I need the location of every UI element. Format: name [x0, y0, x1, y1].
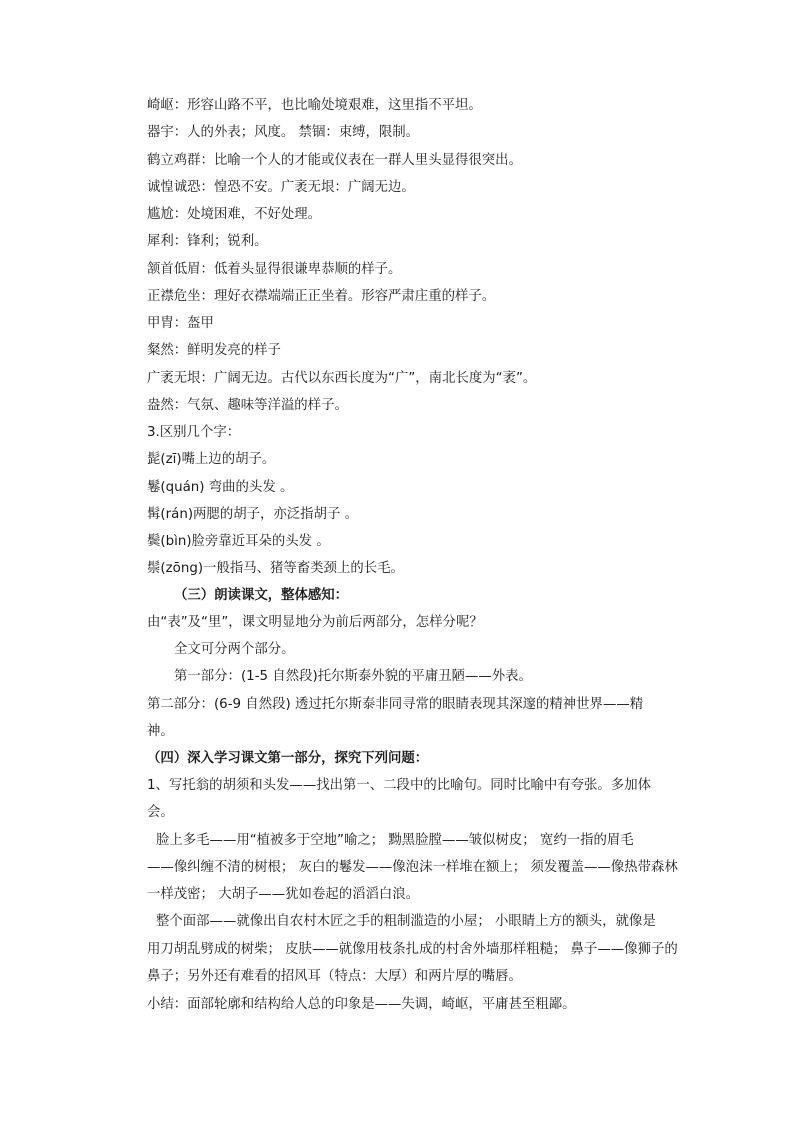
text-line: 全文可分两个部分。: [174, 642, 295, 657]
text-line: 小结：面部轮廓和结构给人总的印象是——失调，崎岖，平庸甚至粗鄙。: [147, 997, 576, 1012]
text-line: 鬓(bìn)脸旁靠近耳朵的头发 。: [147, 534, 330, 549]
text-line: 鹤立鸡群：比喻一个人的才能或仪表在一群人里头显得很突出。: [147, 153, 522, 168]
text-line: 鬈(quán) 弯曲的头发 。: [147, 480, 294, 495]
text-line: 颔首低眉：低着头显得很谦卑恭顺的样子。: [147, 262, 402, 277]
text-line: 髯(rán)两腮的胡子，亦泛指胡子 。: [147, 507, 358, 522]
text-line: 用刀胡乱劈成的树柴； 皮肤——就像用枝条扎成的村舍外墙那样粗糙； 鼻子——像狮子的: [147, 942, 678, 957]
text-line: 正襟危坐：理好衣襟端端正正坐着。形容严肃庄重的样子。: [147, 289, 496, 304]
text-line: 第一部分：(1-5 自然段)托尔斯泰外貌的平庸丑陋——外表。: [174, 669, 532, 684]
text-line: 1、写托翁的胡须和头发——找出第一、二段中的比喻句。同时比喻中有夸张。多加体: [147, 778, 651, 793]
text-line: 诚惶诚恐：惶恐不安。广袤无垠：广阔无边。: [147, 180, 415, 195]
text-line: 一样茂密； 大胡子——犹如卷起的滔滔白浪。: [147, 887, 420, 902]
text-line: 崎岖：形容山路不平，也比喻处境艰难，这里指不平坦。: [147, 98, 482, 113]
text-line: 广袤无垠：广阔无边。古代以东西长度为“广”，南北长度为“袤”。: [147, 371, 537, 386]
text-line: 鼻子；另外还有难看的招风耳（特点：大厚）和两片厚的嘴唇。: [147, 969, 522, 984]
text-line: 尴尬：处境困难，不好处理。: [147, 207, 322, 222]
text-line: 髭(zī)嘴上边的胡子。: [147, 452, 276, 467]
text-line: ——像纠缠不清的树根； 灰白的鬈发——像泡沫一样堆在额上； 须发覆盖——像热带森林: [147, 860, 678, 875]
text-line: 盎然：气氛、趣味等洋溢的样子。: [147, 398, 348, 413]
text-line: 鬃(zōng)一般指马、猪等畜类颈上的长毛。: [147, 561, 404, 576]
text-line: 器宇：人的外表；风度。 禁锢：束缚，限制。: [147, 125, 420, 140]
text-line: 犀利：锋利；锐利。: [147, 234, 268, 249]
text-line: 甲胄：盔甲: [147, 316, 214, 331]
text-line: 第二部分：(6-9 自然段) 透过托尔斯泰非同寻常的眼睛表现其深邃的精神世界——精: [147, 697, 644, 712]
text-line: 粲然：鲜明发亮的样子: [147, 343, 281, 358]
text-line: 会。: [147, 805, 174, 820]
section-heading: （三）朗读课文，整体感知：: [174, 588, 349, 603]
text-line: 由“表”及“里”，课文明显地分为前后两部分，怎样分呢？: [147, 615, 483, 630]
text-line: 神。: [147, 724, 174, 739]
text-line: 3.区别几个字：: [147, 425, 241, 440]
section-heading: （四）深入学习课文第一部分，探究下列问题：: [147, 751, 429, 766]
text-line: 整个面部——就像出自农村木匠之手的粗制滥造的小屋； 小眼睛上方的额头，就像是: [156, 914, 656, 929]
text-line: 脸上多毛——用“植被多于空地”喻之； 黝黑脸膛——皱似树皮； 宽约一指的眉毛: [156, 833, 634, 848]
